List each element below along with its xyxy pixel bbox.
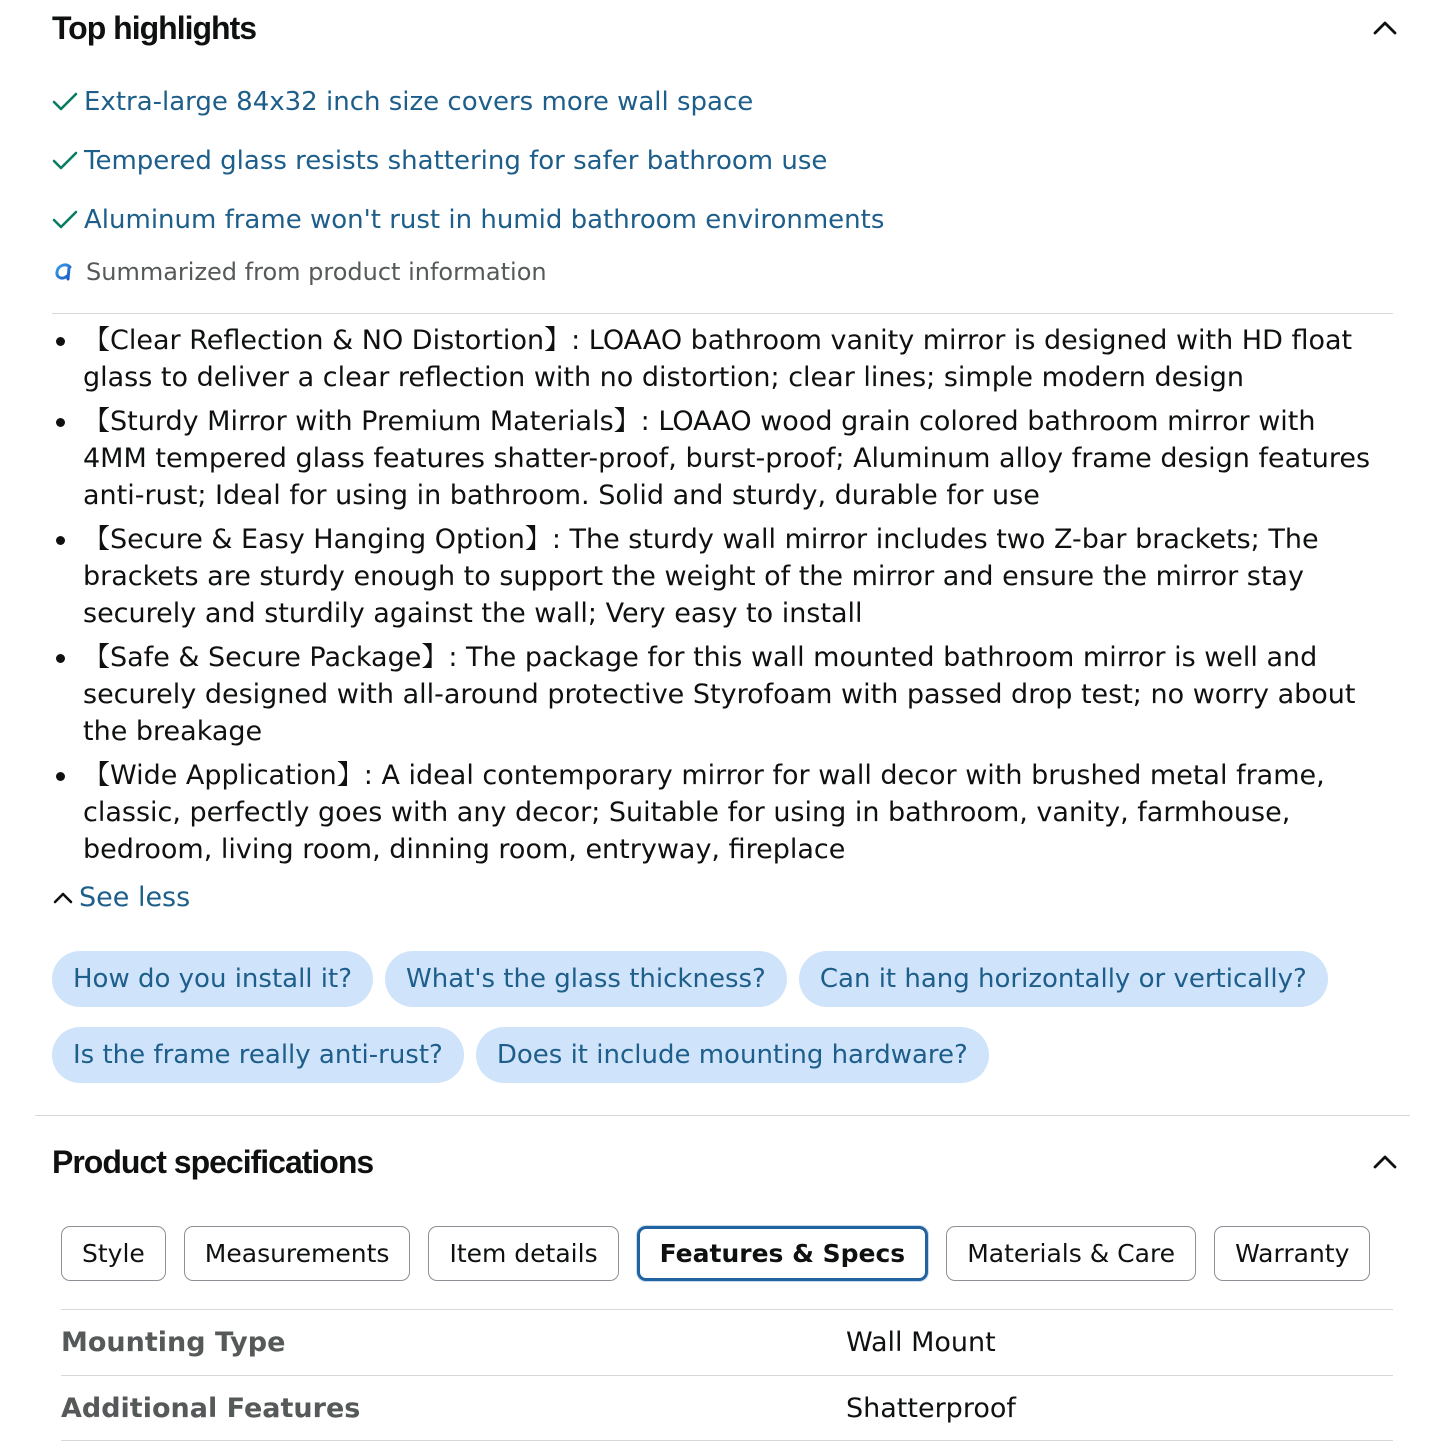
highlight-text: Extra-large 84x32 inch size covers more wall space xyxy=(84,87,754,117)
table-row xyxy=(61,1309,1393,1375)
ai-summary-note xyxy=(52,258,547,286)
question-chip[interactable]: Can it hang horizontally or vertically? xyxy=(799,951,1328,1007)
highlight-text: Aluminum frame won't rust in humid bathroom environments xyxy=(84,205,885,235)
spec-label: Additional Features xyxy=(61,1392,361,1424)
tab-materials-care[interactable]: Materials & Care xyxy=(946,1226,1196,1281)
chevron-up-icon xyxy=(52,887,74,909)
highlight-item[interactable] xyxy=(52,200,1405,240)
collapse-highlights-button[interactable] xyxy=(1365,8,1405,48)
check-icon xyxy=(52,207,78,233)
about-item-bullets xyxy=(52,322,1382,875)
bullet-item: 【Safe & Secure Package】: The package for this wall mounted bathroom mirror is well and securely designed with all-around protective Styrofoam with passed drop test; no worry about the breakage xyxy=(52,639,1382,750)
see-less-label: See less xyxy=(79,882,191,913)
spec-tabs xyxy=(61,1226,1370,1281)
bullet-item: 【Sturdy Mirror with Premium Materials】: LOAAO wood grain colored bathroom mirror with 4MM tempered glass features shatter-proof, burst-proof; Aluminum alloy frame design features anti-rust; Ideal for using in bathroom. Solid and sturdy, durable for use xyxy=(52,403,1382,514)
product-specs-title: Product specifications xyxy=(52,1143,374,1180)
check-icon xyxy=(52,89,78,115)
spec-value: Shatterproof xyxy=(846,1392,1016,1424)
spec-value: Wall Mount xyxy=(846,1327,996,1358)
tab-measurements[interactable]: Measurements xyxy=(184,1226,411,1281)
tab-style[interactable]: Style xyxy=(61,1226,166,1281)
question-chip[interactable]: Is the frame really anti-rust? xyxy=(52,1027,464,1083)
bullet-item: 【Secure & Easy Hanging Option】: The sturdy wall mirror includes two Z-bar brackets; The brackets are sturdy enough to support the weight of the mirror and ensure the mirror stay securely and sturdily against the wall; Very easy to install xyxy=(52,521,1382,632)
chevron-up-icon xyxy=(1371,14,1399,42)
highlights-list xyxy=(52,82,1405,259)
tab-features-specs[interactable]: Features & Specs xyxy=(637,1226,929,1281)
collapse-specs-button[interactable] xyxy=(1365,1142,1405,1182)
question-chip[interactable]: What's the glass thickness? xyxy=(385,951,787,1007)
spec-label: Mounting Type xyxy=(61,1327,286,1358)
see-less-link[interactable] xyxy=(52,882,190,913)
highlight-item[interactable] xyxy=(52,82,1405,122)
chevron-up-icon xyxy=(1371,1148,1399,1176)
question-chip[interactable]: How do you install it? xyxy=(52,951,373,1007)
question-chip[interactable]: Does it include mounting hardware? xyxy=(476,1027,989,1083)
table-row xyxy=(61,1375,1393,1441)
tab-item-details[interactable]: Item details xyxy=(428,1226,618,1281)
product-specs-header xyxy=(52,1142,1405,1182)
top-highlights-header xyxy=(52,8,1405,48)
ai-summary-icon xyxy=(52,259,78,285)
bullet-item: 【Wide Application】: A ideal contemporary mirror for wall decor with brushed metal frame, classic, perfectly goes with any decor; Suitable for using in bathroom, vanity, farmhouse, bedroom, living room, dinning room, entryway, fireplace xyxy=(52,757,1382,868)
tab-warranty[interactable]: Warranty xyxy=(1214,1226,1370,1281)
highlight-text: Tempered glass resists shattering for safer bathroom use xyxy=(84,146,828,176)
highlight-item[interactable] xyxy=(52,141,1405,181)
summary-text: Summarized from product information xyxy=(86,258,547,286)
divider xyxy=(52,313,1393,314)
section-divider xyxy=(35,1115,1410,1116)
suggested-questions xyxy=(52,951,1392,1083)
top-highlights-title: Top highlights xyxy=(52,9,257,46)
spec-table xyxy=(61,1309,1393,1441)
bullet-item: 【Clear Reflection & NO Distortion】: LOAAO bathroom vanity mirror is designed with HD float glass to deliver a clear reflection with no distortion; clear lines; simple modern design xyxy=(52,322,1382,396)
check-icon xyxy=(52,148,78,174)
